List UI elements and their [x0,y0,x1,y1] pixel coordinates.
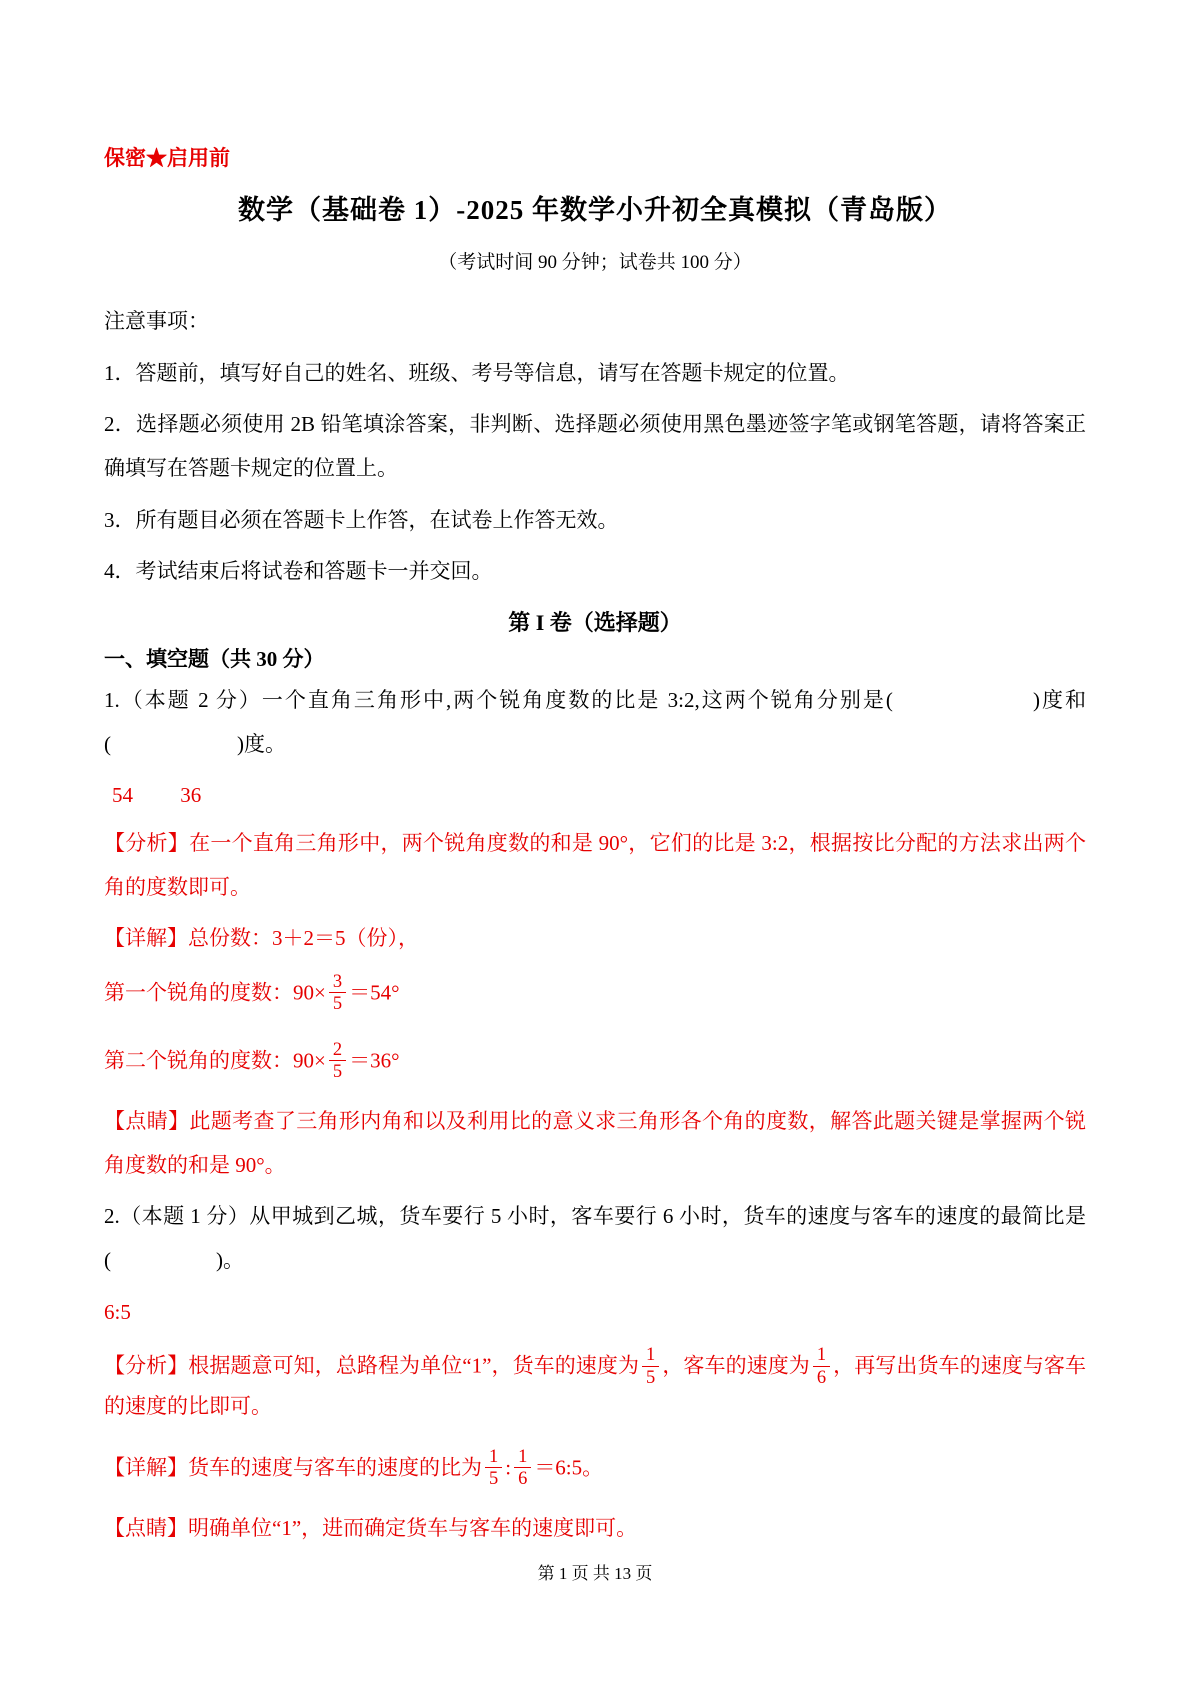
detail-angle1-post: ＝54° [349,980,400,1005]
document-title: 数学（基础卷 1）-2025 年数学小升初全真模拟（青岛版） [238,195,952,225]
fraction-one-fifth: $\frac{1}{5}$ [485,1446,502,1490]
question-1-detail-angle2 [104,1033,1086,1093]
detail-angle1-pre: 第一个锐角的度数：90× [104,980,326,1005]
fraction-one-fifth: $\frac{1}{5}$ [642,1344,659,1388]
notice-item-3: 3．所有题目必须在答题卡上作答，在试卷上作答无效。 [104,507,619,532]
fraction-one-sixth: $\frac{1}{6}$ [514,1446,531,1490]
question-1-detail-intro: 【详解】总份数：3＋2＝5（份）， [104,926,419,951]
question-1-conclusion: 【点睛】此题考查了三角形内角和以及利用比的意义求三角形各个角的度数，解答此题关键是掌握两个锐角度数的和是 90°。 [104,1109,1086,1177]
question-2-text: 2.（本题 1 分）从甲城到乙城，货车要行 5 小时，客车要行 6 小时，货车的速度与客车的速度的最简比是 ( )。 [104,1204,1086,1273]
notice-item-2: 2．选择题必须使用 2B 铅笔填涂答案，非判断、选择题必须使用黑色墨迹签字笔或钢笔答题，请将答案正确填写在答题卡规定的位置上。 [104,412,1086,481]
question-2-detail [104,1440,1086,1500]
detail-post: ＝6:5。 [534,1455,604,1480]
detail-colon: : [505,1455,512,1480]
notice-item-4: 4．考试结束后将试卷和答题卡一并交回。 [104,559,493,584]
question-1-analysis: 【分析】在一个直角三角形中，两个锐角度数的和是 90°，它们的比是 3:2，根据按比分配的方法求出两个角的度数即可。 [104,831,1086,899]
question-1-answer: 54 36 [112,783,202,808]
question-2-conclusion: 【点睛】明确单位“1”，进而确定货车与客车的速度即可。 [104,1516,638,1541]
fraction-three-fifths: $\frac{3}{5}$ [329,971,346,1015]
question-2-answer: 6:5 [104,1299,131,1324]
fraction-one-sixth: $\frac{1}{6}$ [813,1344,830,1388]
analysis-post: ，再写出货车的速度与客车的速度的比即可。 [104,1353,1087,1418]
notice-item-1: 1．答题前，填写好自己的姓名、班级、考号等信息，请写在答题卡规定的位置。 [104,360,850,385]
analysis-mid: ，客车的速度为 [662,1353,810,1378]
detail-angle2-pre: 第二个锐角的度数：90× [104,1048,326,1073]
volume-heading: 第 I 卷（选择题） [508,610,682,636]
analysis-pre: 【分析】根据题意可知，总路程为单位“1”，货车的速度为 [104,1353,640,1378]
page-number-footer: 第 1 页 共 13 页 [537,1563,653,1583]
notice-heading: 注意事项： [104,309,209,333]
question-1-detail-angle1 [104,965,1086,1025]
detail-pre: 【详解】货车的速度与客车的速度的比为 [104,1455,482,1480]
question-1-text: 1.（本题 2 分）一个直角三角形中,两个锐角度数的比是 3:2,这两个锐角分别是( )度和( )度。 [104,688,1086,756]
section-heading-fill-in: 一、填空题（共 30 分） [104,647,325,672]
confidential-notice: 保密★启用前 [104,146,230,170]
fraction-two-fifths: $\frac{2}{5}$ [329,1039,346,1083]
question-2-analysis [104,1338,1086,1431]
detail-angle2-post: ＝36° [349,1048,400,1073]
exam-time-info: （考试时间 90 分钟；试卷共 100 分） [438,252,752,273]
